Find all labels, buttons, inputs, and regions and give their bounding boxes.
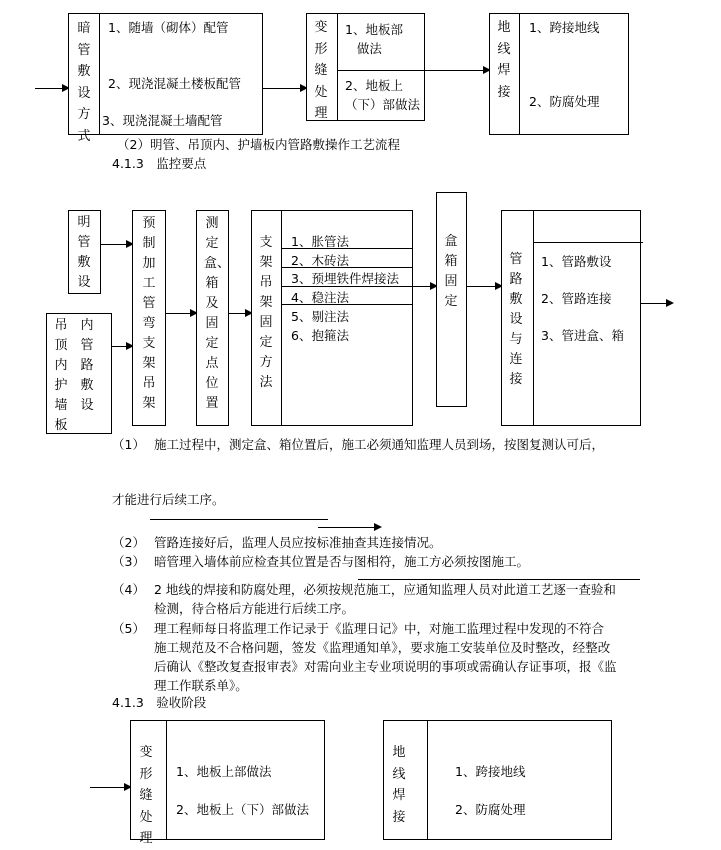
flow2-arrow-2 [166,313,196,314]
point-1-cont: 才能进行后续工序。 [112,492,225,507]
flow2-locate-label: 测定盒、箱及固定点位置 [204,216,231,411]
flow1-dark-item-1: 1、随墙（砌体）配管 [108,20,229,35]
flow1-arrow-2 [425,70,489,71]
flow1-entry-arrow [35,88,68,89]
flow1-ground-item-2: 2、防腐处理 [529,94,600,109]
flow2-arrow-exposed [101,244,132,245]
flow2-arrow-ceiling [112,346,132,347]
flow2-exposed-label: 明管敷设 [77,215,91,290]
flow2-ceiling-label: 吊顶内护墙板 [54,318,68,433]
flow2-arrow-5 [467,286,501,287]
flow1-joint-hline [337,70,425,71]
flow1-ground-item-1: 1、跨接地线 [529,20,600,35]
flow1-joint-divider [337,13,338,121]
flow2-support-item-3: 3、预埋铁件焊接法 [291,271,399,286]
flow1-dark-divider [99,13,100,135]
flow2-pipe-item-1: 1、管路敷设 [541,254,612,269]
flow3-ground-item-1: 1、跨接地线 [455,764,526,779]
flow2-pipe-item-2: 2、管路连接 [541,291,612,306]
flow3-entry-arrow [90,787,130,788]
flow2-pipe-hline [533,242,643,243]
flow1-ground-divider [519,13,520,135]
heading-acceptance: 4.1.3 验收阶段 [112,695,207,710]
flow1-ground-label: 地线焊接 [497,20,511,100]
flow2-arrow-3 [229,313,251,314]
flow2-arrow-4 [413,286,436,287]
flow2-support-item-2: 2、木砖法 [291,253,349,268]
flow2-exit-arrow [641,303,672,304]
flow2-support-item-6: 6、抱箍法 [291,328,349,343]
flow2-support-item-4: 4、稳注法 [291,290,349,305]
flow2-inner-label: 内管路敷设 [80,318,94,413]
flow2-support-divider [281,210,282,426]
flow3-joint-label: 变形缝处理 [139,745,153,846]
heading-monitoring-points: 4.1.3 监控要点 [112,156,207,171]
flow3-joint-item-1: 1、地板上部做法 [176,764,272,779]
flow2-pipe-item-3: 3、管进盒、箱 [541,328,624,343]
flow3-ground-divider [427,720,428,840]
flow1-joint-label: 变形缝处理 [314,20,328,121]
flow3-joint-divider [166,720,167,840]
flow3-joint-item-2: 2、地板上（下）部做法 [176,802,309,817]
flow1-joint-item-1: 1、地板部 做法 [345,22,403,56]
flow2-support-item-1: 1、胀管法 [291,234,349,249]
caption-2: （2）明管、吊顶内、护墙板内管路敷操作工艺流程 [117,137,400,152]
stray-arrow [318,527,380,528]
flow3-ground-label: 地线焊接 [392,745,406,825]
flow1-dark-method-label: 暗管敷设方式 [77,21,91,144]
flow1-arrow-1 [263,88,306,89]
flow2-box-fix-label: 盒箱固定 [444,234,458,309]
flow1-joint-item-2: 2、地板上 （下）部做法 [345,78,421,112]
flow2-prefab-label: 预制加工管弯支架吊架 [142,216,156,411]
flow1-dark-item-2: 2、现浇混凝土楼板配管 [108,76,241,91]
rule-line [150,519,328,520]
flow2-pipe-label: 管路敷设与连接 [509,252,523,387]
flow2-support-label: 支架吊架固定方法 [259,235,273,390]
flow3-joint-box [130,720,325,840]
flow3-ground-item-2: 2、防腐处理 [455,802,526,817]
flow2-support-item-5: 5、剔注法 [291,309,349,324]
flow3-ground-box [383,720,612,840]
flow1-dark-item-3: 3、现浇混凝土墙配管 [102,113,223,128]
document-page: 暗管敷设方式 1、随墙（砌体）配管 2、现浇混凝土楼板配管 3、现浇混凝土墙配管 变形缝处理 1、地板部 做法 2、地板上 （下）部做法 地线焊接 1、跨接地线 2、防腐处理 （2）明管、吊顶内、护墙板内管路敷操作工艺流程 4.1.3 监控要点 明管敷设 吊顶内护墙板 内管路敷设 预制加工管弯支架吊架 测定盒、箱及固定点位置 支架吊架固定方法 1、胀管法 2、木砖法 3、预埋铁件焊接法 4、稳注法 5、剔注法 6、抱箍法 盒箱固定 管路敷设与连接 1、管路敷设 2、管路连接 3、管进盒、箱 （1） 施工过程中，测定盒、箱位置后，施工必须通知监理人员到场，按图复测认可后， 才能进行后续工序。 （2） 管路连接好后，监理人员应按标准抽查其连接情况。 （3） 暗管理入墙体前应检查其位置是否与图相符，施工方必须按图施工。 （4） 2 地线的焊接和防腐处理，必须按规范施工，应通知监理人员对此道工艺逐一查验和 检测，待合格后方能进行后续工序。 （5） 理工程师每日将监理工作记录于《监理日记》中，对施工监理过程中发现的不符合 施工规范及不合格问题，签发《监理通知单》，要求施工安装单位及时整改，经整改 后确认《整改复查报审表》对需向业主专业项说明的事项或需确认存证事项，报《监 理工作联系单》。 4.1.3 验收阶段 变形缝处理 1、地板上部做法 2、地板上（下）部做法 地线焊接 1、跨接地线 2、防腐处理 [0,0,721,825]
